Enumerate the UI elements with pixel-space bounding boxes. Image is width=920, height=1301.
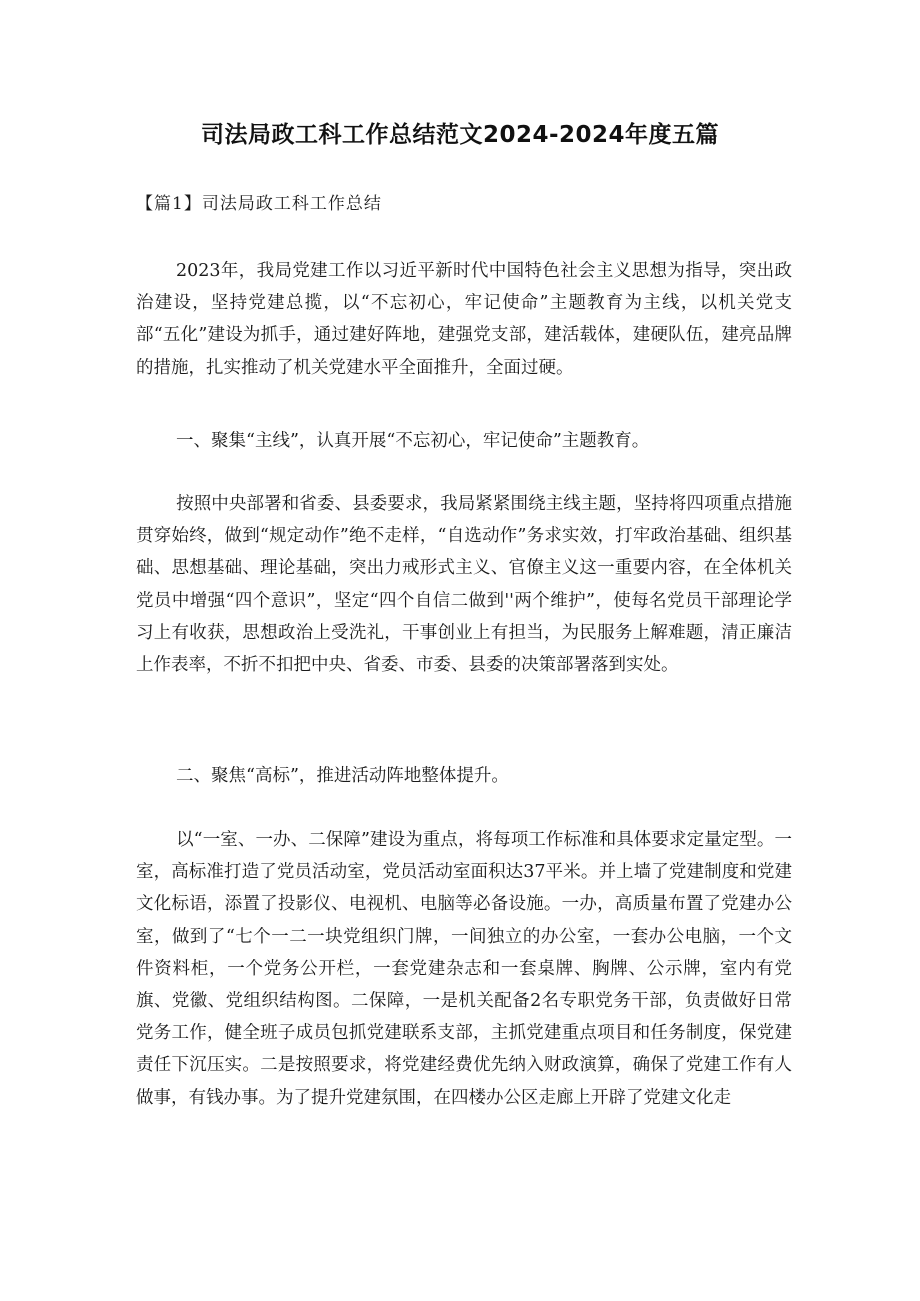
section2-text: 以“一室、一办、二保障”建设为重点，将每项工作标准和具体要求定量定型。一室，高标准打造了党员活动室，党员活动室面积达37平米。并上墙了党建制度和党建文化标语，添置了投影仪、电视机、电脑等必备设施。一办，高质量布置了党建办公室，做到了“七个一二一块党组织门牌，一间独立的办公室，一套办公电脑，一个文件资料柜，一个党务公开栏，一套党建杂志和一套桌牌、胸牌、公示牌，室内有党旗、党徽、党组织结构图。二保障，一是机关配备2名专职党务干部，负责做好日常党务工作，健全班子成员包抓党建联系支部，主抓党建重点项目和任务制度，保党建责任下沉压实。二是按照要求，将党建经费优先纳入财政演算，确保了党建工作有人做事，有钱办事。为了提升党建氛围，在四楼办公区走廊上开辟了党建文化走 <box>136 830 792 1108</box>
article-label: 【篇1】司法局政工科工作总结 <box>136 194 382 214</box>
section2-heading: 二、聚焦“高标”，推进活动阵地整体提升。 <box>176 766 509 786</box>
intro-paragraph <box>136 255 792 384</box>
section2-paragraph <box>136 824 792 1114</box>
section1-paragraph <box>136 488 792 681</box>
section1-text: 按照中央部署和省委、县委要求，我局紧紧围绕主线主题，坚持将四项重点措施贯穿始终，做到“规定动作”绝不走样，“自选动作”务求实效，打牢政治基础、组织基础、思想基础、理论基础，突出力戒形式主义、官僚主义这一重要内容，在全体机关党员中增强“四个意识”，坚定“四个自信二做到''两个维护”，使每名党员干部理论学习上有收获，思想政治上受洗礼，干事创业上有担当，为民服务上解难题，清正廉洁上作表率，不折不扣把中央、省委、市委、县委的决策部署落到实处。 <box>136 494 792 676</box>
document-title: 司法局政工科工作总结范文2024-2024年度五篇 <box>200 122 720 148</box>
section1-heading: 一、聚集“主线”，认真开展“不忘初心，牢记使命”主题教育。 <box>176 431 650 451</box>
intro-text: 2023年，我局党建工作以习近平新时代中国特色社会主义思想为指导，突出政治建设，坚持党建总揽，以“不忘初心，牢记使命”主题教育为主线，以机关党支部“五化”建设为抓手，通过建好阵地，建强党支部，建活载体，建硬队伍，建亮品牌的措施，扎实推动了机关党建水平全面推升，全面过硬。 <box>136 261 792 378</box>
